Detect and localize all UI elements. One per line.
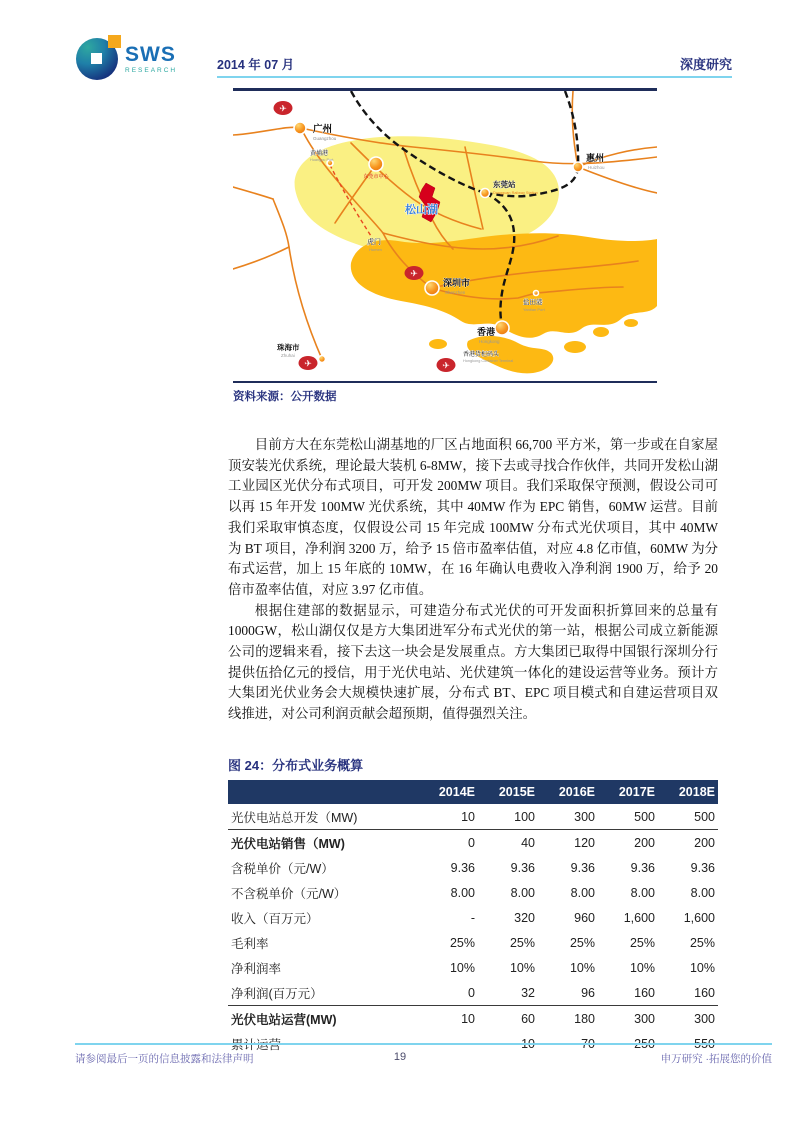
label-yantian-en: Yantian Port	[523, 307, 545, 312]
logo-orange-square	[108, 35, 121, 48]
island-east1	[564, 341, 586, 353]
col-header: 2015E	[478, 780, 538, 804]
table-header-row	[228, 780, 718, 804]
shenzhen-dot	[425, 281, 439, 295]
shenzhen-airport-icon	[405, 266, 424, 280]
table-row: 光伏电站运营(MW) 10 60 180 300 300	[228, 1006, 718, 1032]
map-figure	[233, 88, 657, 404]
logo-text: SWS	[125, 42, 176, 66]
zhuhai-airport-icon	[299, 356, 318, 370]
island-west	[429, 339, 447, 349]
table-row: 不含税单价（元/W） 8.00 8.00 8.00 8.00 8.00	[231, 885, 715, 901]
label-huangpu-en: Huangpu Port	[310, 158, 334, 162]
svg-text:✈: ✈	[410, 268, 418, 279]
label-huizhou: 惠州	[586, 153, 605, 163]
pearl-river-delta-map	[233, 91, 657, 381]
table-row: 累计运营 10 70 250 550	[231, 1036, 715, 1052]
footer-slogan: 申万研究 ·拓展您的价值	[660, 1053, 772, 1065]
label-hongkong: 香港	[477, 327, 496, 337]
table-row: 收入（百万元） - 320 960 1,600 1,600	[231, 910, 715, 926]
guangzhou-dot	[294, 122, 306, 134]
paragraph-1: 目前方大在东莞松山湖基地的厂区占地面积 66,700 平方米，第一步或在自家屋顶安装光伏系统，理论最大装机 6-8MW，接下去或寻找合作伙伴，共同开发松山湖工业园区光伏分布式项目，可开发 200MW 项目。我们采取保守预测，假设公司可以再 15 年开发 100MW 光伏系统，其中 40MW 作为 EPC 销售，60MW 运营。目前我们采取审慎态度，仅假设公司 15 年完成 100MW 分布式光伏项目，其中 40MW 为 BT 项目，净利润 3200 万，给予 15 倍市盈率估值，对应 4.8 亿市值，60MW 为分布式运营，加上 15 年底的 10MW，在 16 年确认电费收入净利润 1900 万，给予 20 倍市盈率估值，对应 3.97 亿市值。	[228, 437, 718, 597]
paragraph-2: 根据住建部的数据显示，可建造分布式光伏的可开发面积折算回来的总量有 1000GW，松山湖仅仅是方大集团进军分布式光伏的第一站，根据公司成立新能源公司的逻辑来看，接下去这一块会是发展重点。方大集团已取得中国银行深圳分行提供伍拾亿元的授信，用于光伏电站、光伏建筑一体化的建设运营等业务。预计方大集团光伏业务会大规模快速扩展，分布式 BT、EPC 项目模式和自建运营项目双线推进，对公司利润贡献会超预期，值得强烈关注。	[228, 602, 718, 722]
table-title: 图 24：分布式业务概算	[228, 758, 364, 773]
label-humen-en: Humen	[369, 247, 382, 252]
label-humen: 虎门	[367, 239, 381, 246]
label-shenzhen: 深圳市	[443, 278, 471, 288]
label-dongguan-station: 东莞站	[493, 180, 516, 189]
label-dongguan-station-en: Dongguan Railway Station	[493, 191, 538, 195]
label-zhuhai: 珠海市	[277, 343, 300, 352]
body-text	[228, 435, 718, 725]
table-row: 含税单价（元/W） 9.36 9.36 9.36 9.36 9.36	[231, 860, 715, 876]
label-guangzhou-en: Guangzhou	[313, 136, 337, 141]
label-zhuhai-en: Zhuhai	[281, 353, 295, 358]
label-hongkong-en: Hongkong	[479, 339, 500, 344]
zhuhai-dot	[319, 356, 326, 363]
report-date: 2014 年 07 月	[217, 58, 295, 72]
logo-subtext: RESEARCH	[125, 66, 178, 74]
label-huangpu: 黄埔港	[310, 151, 329, 157]
svg-text:✈: ✈	[304, 358, 312, 369]
dongguan-station-dot	[481, 189, 490, 198]
sws-logo	[76, 38, 177, 80]
col-header: 2018E	[658, 780, 718, 804]
table-row: 光伏电站销售（MW) 0 40 120 200 200	[228, 830, 718, 856]
label-huizhou-en: Huizhou	[588, 165, 605, 170]
label-songshan-lake: 松山湖	[405, 204, 438, 216]
col-header: 2017E	[598, 780, 658, 804]
dongguan-center-dot	[369, 157, 383, 171]
page-number: 19	[393, 1051, 407, 1063]
guangzhou-airport-icon	[274, 101, 293, 115]
yantian-dot	[534, 291, 539, 296]
svg-text:✈: ✈	[442, 360, 450, 371]
header-bar	[217, 50, 732, 78]
figure-source: 资料来源：公开数据	[233, 391, 337, 403]
table-row: 毛利率 25% 25% 25% 25% 25%	[231, 935, 715, 951]
label-dongguan-center: 东莞市中心	[363, 174, 389, 180]
table-row: 净利润率 10% 10% 10% 10% 10%	[231, 960, 715, 976]
logo-white-square	[91, 53, 102, 64]
island-east2	[593, 327, 609, 337]
corner-cell	[228, 780, 418, 804]
hongkong-airport-icon	[437, 358, 456, 372]
col-header: 2014E	[418, 780, 478, 804]
label-shenzhen-en: Shenzhen	[445, 290, 466, 295]
table-block	[228, 755, 718, 1056]
sws-logo-icon	[76, 38, 118, 80]
hongkong-dot	[495, 321, 509, 335]
footer-disclaimer: 请参阅最后一页的信息披露和法律声明	[75, 1053, 254, 1065]
table-row: 净利润(百万元） 0 32 96 160 160	[231, 985, 715, 1001]
label-hk-terminal: 香港货柜码头	[463, 352, 500, 358]
label-hk-terminal-en: Hongkong Container Terminal	[463, 359, 514, 363]
label-yantian: 盐田港	[523, 299, 543, 306]
report-type: 深度研究	[679, 57, 732, 72]
label-guangzhou: 广州	[313, 124, 333, 135]
footer-divider	[75, 1043, 772, 1045]
svg-text:✈: ✈	[279, 103, 287, 114]
huizhou-dot	[573, 162, 583, 172]
island-east3	[624, 319, 638, 327]
table-row: 光伏电站总开发（MW) 10 100 300 500 500	[231, 809, 715, 825]
estimate-table	[228, 780, 718, 1056]
col-header: 2016E	[538, 780, 598, 804]
